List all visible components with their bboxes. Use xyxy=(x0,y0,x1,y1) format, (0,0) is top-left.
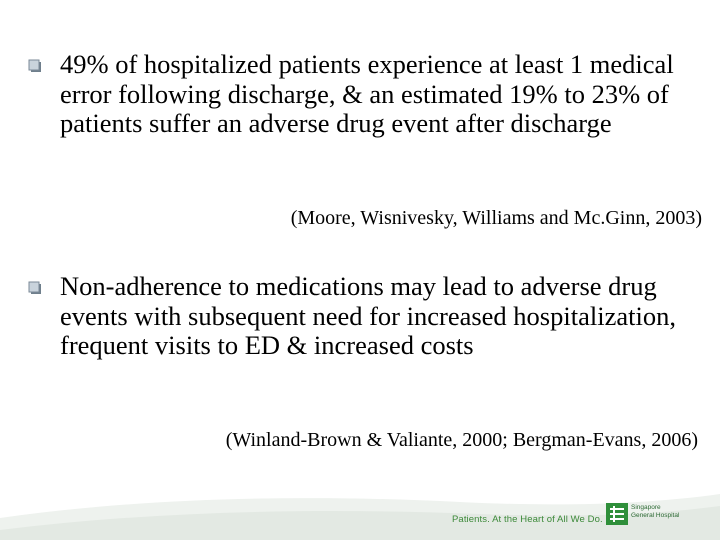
bullet-square-icon xyxy=(28,281,42,295)
hospital-logo-text xyxy=(631,504,691,519)
sgh-logo-icon xyxy=(606,503,628,525)
citation-1: (Moore, Wisnivesky, Williams and Mc.Ginn, 2003) xyxy=(290,207,702,229)
bullet-text: 49% of hospitalized patients experience at least 1 medical error following discharge, & an estimated 19% to 23% of patients suffer an adverse drug event after discharge xyxy=(60,49,674,138)
bullet-item-1 xyxy=(28,50,698,139)
logo-line-1: Singapore xyxy=(631,504,661,511)
footer-tagline: Patients. At the Heart of All We Do. xyxy=(452,514,603,525)
bullet-square-icon xyxy=(28,59,42,73)
logo-line-2: General Hospital xyxy=(631,511,680,519)
bullet-item-2 xyxy=(28,272,698,361)
citation-2: (Winland-Brown & Valiante, 2000; Bergman-Evans, 2006) xyxy=(225,429,698,451)
bullet-text: Non-adherence to medications may lead to adverse drug events with subsequent need for increased hospitalization, frequent visits to ED & increased costs xyxy=(60,271,676,360)
